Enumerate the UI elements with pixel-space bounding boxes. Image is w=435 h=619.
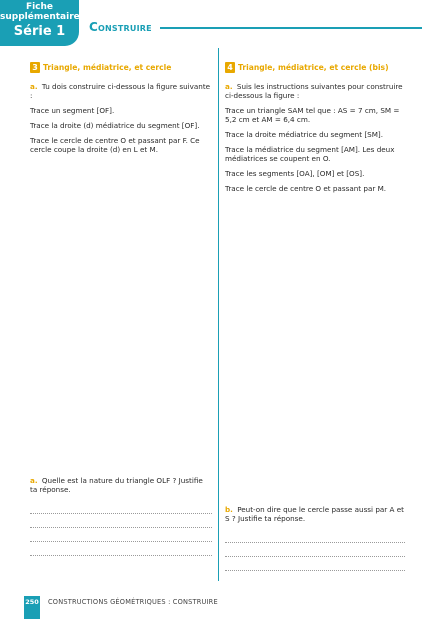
answer-line[interactable]: [30, 542, 212, 556]
question-text: Peut-on dire que le cercle passe aussi par A et S ? Justifie ta réponse.: [225, 505, 404, 523]
tab-line-supplementaire: supplémentaire: [0, 12, 80, 22]
title-rule: [160, 27, 422, 29]
instruction-step: Trace le cercle de centre O et passant par M.: [225, 184, 387, 193]
tab-line-fiche: Fiche: [25, 2, 54, 12]
question-text: Suis les instructions suivantes pour construire ci-dessous la figure :: [225, 82, 403, 100]
tab-line-serie: Série 1: [13, 24, 66, 39]
instruction-step: Trace la médiatrice du segment [AM]. Les deux médiatrices se coupent en O.: [225, 145, 395, 163]
exercise-title: Triangle, médiatrice, et cercle: [43, 62, 172, 72]
page-number: 250: [25, 598, 39, 606]
exercise-title: Triangle, médiatrice, et cercle (bis): [238, 62, 389, 72]
instruction-step: Trace le cercle de centre O et passant par F. Ce cercle coupe la droite (d) en L et M.: [30, 136, 200, 154]
exercise-4: [225, 60, 405, 199]
footer-chapter: CONSTRUCTIONS GÉOMÉTRIQUES : CONSTRUIRE: [48, 598, 218, 606]
page-number-bar: [24, 608, 40, 619]
exercise-3-header: [30, 60, 212, 74]
exercise-4-question-b: [225, 505, 405, 571]
answer-line[interactable]: [30, 528, 212, 542]
column-divider: [218, 48, 219, 581]
exercise-number-icon: 4: [225, 62, 235, 73]
question-letter: a.: [30, 476, 38, 485]
page-title: Construire: [89, 20, 152, 34]
instruction-step: Trace la droite (d) médiatrice du segment [OF].: [30, 121, 200, 130]
series-tab: [0, 0, 79, 46]
answer-line[interactable]: [30, 514, 212, 528]
instruction-step: Trace un triangle SAM tel que : AS = 7 cm, SM = 5,2 cm et AM = 6,4 cm.: [225, 106, 400, 124]
answer-line[interactable]: [30, 500, 212, 514]
instruction-step: Trace la droite médiatrice du segment [SM].: [225, 130, 384, 139]
question-text: Tu dois construire ci-dessous la figure suivante :: [30, 82, 211, 100]
answer-line[interactable]: [225, 529, 405, 543]
question-a: [225, 82, 405, 100]
question-a-2: [30, 476, 212, 494]
exercise-number-icon: 3: [30, 62, 40, 73]
answer-line[interactable]: [225, 557, 405, 571]
question-b: [225, 505, 405, 523]
question-letter: a.: [225, 82, 233, 91]
exercise-3: [30, 60, 212, 160]
question-text: Quelle est la nature du triangle OLF ? Justifie ta réponse.: [30, 476, 203, 494]
exercise-3-question-2: [30, 476, 212, 556]
instruction-step: Trace un segment [OF].: [30, 106, 115, 115]
exercise-4-header: [225, 60, 405, 74]
answer-line[interactable]: [225, 543, 405, 557]
question-a: [30, 82, 212, 100]
question-letter: a.: [30, 82, 38, 91]
instruction-step: Trace les segments [OA], [OM] et [OS].: [225, 169, 365, 178]
question-letter: b.: [225, 505, 233, 514]
